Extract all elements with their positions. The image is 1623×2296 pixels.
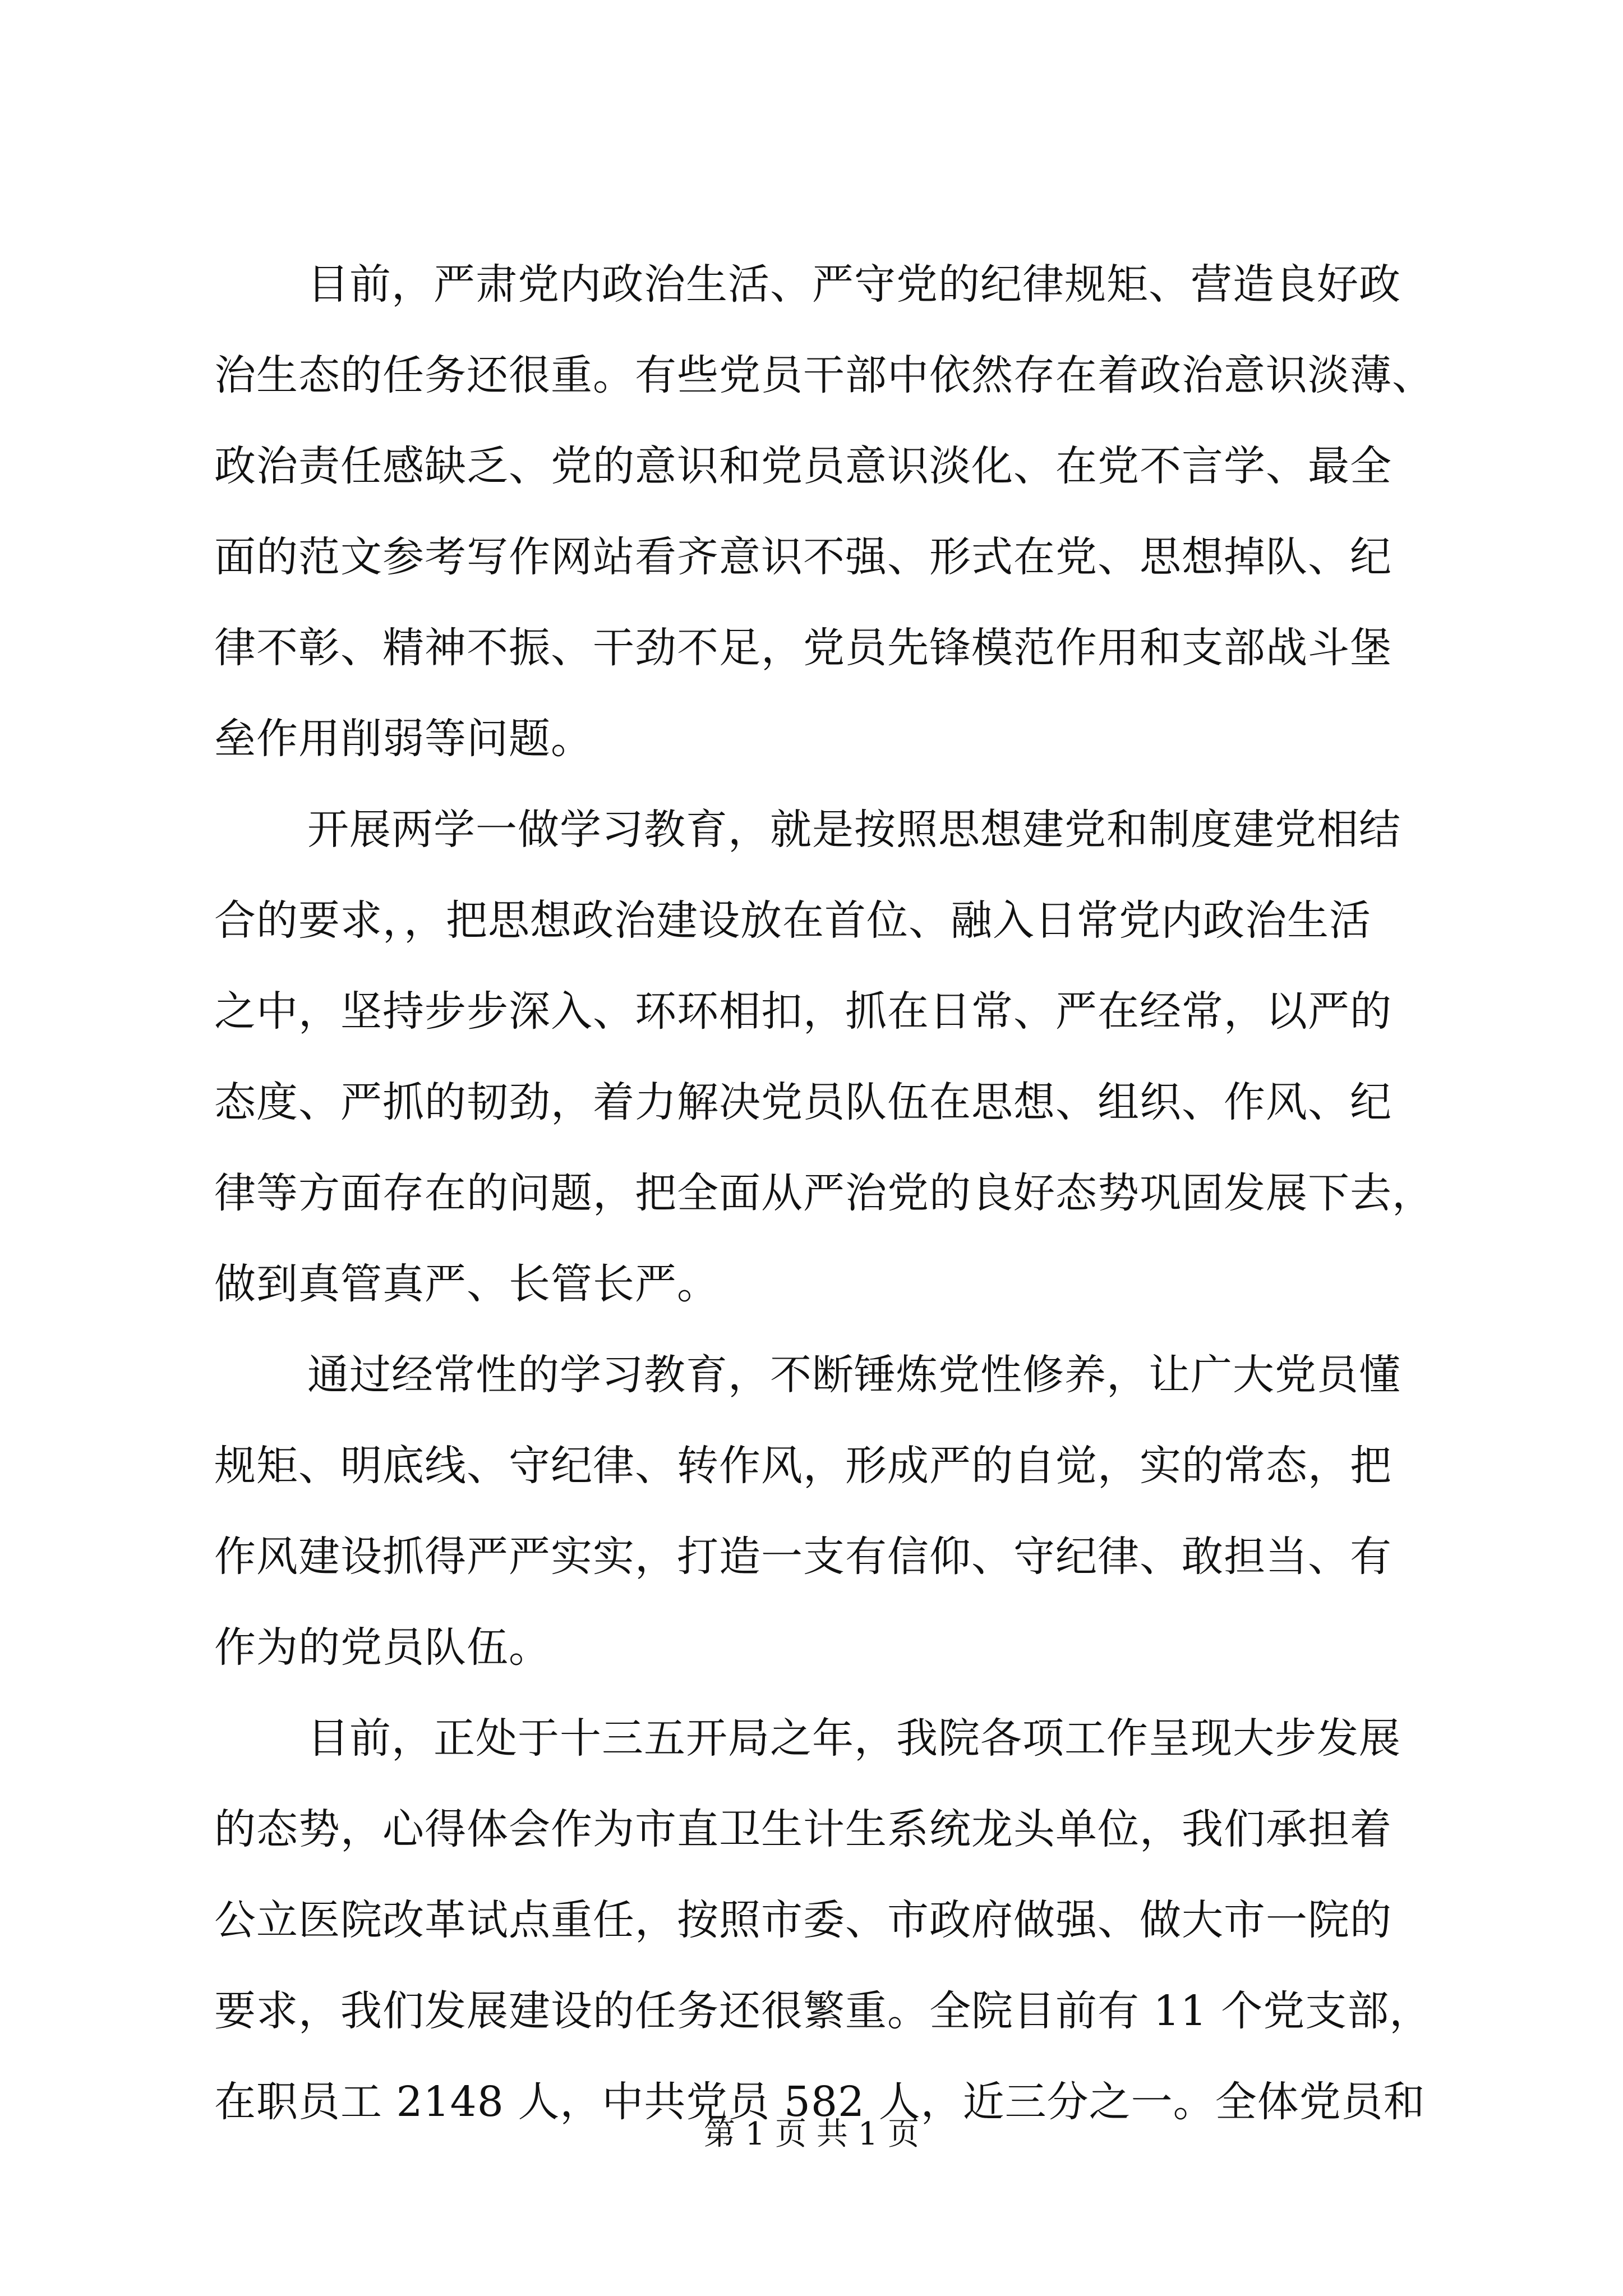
paragraph-1-line-1: 目前，严肃党内政治生活、严守党的纪律规矩、营造良好政 <box>307 260 1401 309</box>
paragraph-4-line-2: 的态势，心得体会作为市直卫生计生系统龙头单位，我们承担着 <box>214 1805 1392 1853</box>
paragraph-3-line-3: 作风建设抓得严严实实，打造一支有信仰、守纪律、敢担当、有 <box>214 1533 1392 1581</box>
paragraph-4-line-3: 公立医院改革试点重任，按照市委、市政府做强、做大市一院的 <box>214 1896 1392 1944</box>
paragraph-1-line-4: 面的范文参考写作网站看齐意识不强、形式在党、思想掉队、纪 <box>214 533 1392 581</box>
paragraph-1-line-2: 治生态的任务还很重。有些党员干部中依然存在着政治意识淡薄、 <box>214 351 1434 399</box>
paragraph-4-line-5: 在职员工 2148 人，中共党员 582 人，近三分之一。全体党员和 <box>214 2078 1426 2126</box>
paragraph-3-line-4: 作为的党员队伍。 <box>214 1623 551 1672</box>
paragraph-1-line-5: 律不彰、精神不振、干劲不足，党员先锋模范作用和支部战斗堡 <box>214 624 1392 672</box>
paragraph-1-line-3: 政治责任感缺乏、党的意识和党员意识淡化、在党不言学、最全 <box>214 442 1392 490</box>
paragraph-2-line-1: 开展两学一做学习教育，就是按照思想建党和制度建党相结 <box>307 806 1401 854</box>
paragraph-2-line-6: 做到真管真严、长管长严。 <box>214 1260 719 1308</box>
paragraph-1-line-6: 垒作用削弱等问题。 <box>214 715 593 763</box>
paragraph-3-line-1: 通过经常性的学习教育，不断锤炼党性修养，让广大党员懂 <box>307 1351 1401 1399</box>
paragraph-2-line-2: 合的要求，，把思想政治建设放在首位、融入日常党内政治生活 <box>214 896 1371 945</box>
paragraph-4-line-4: 要求，我们发展建设的任务还很繁重。全院目前有 11 个党支部， <box>214 1987 1432 2035</box>
paragraph-3-line-2: 规矩、明底线、守纪律、转作风，形成严的自觉，实的常态，把 <box>214 1442 1392 1490</box>
paragraph-4-line-1: 目前，正处于十三五开局之年，我院各项工作呈现大步发展 <box>307 1714 1401 1763</box>
paragraph-2-line-3: 之中，坚持步步深入、环环相扣，抓在日常、严在经常，以严的 <box>214 987 1392 1036</box>
page-footer: 第 1 页 共 1 页 <box>703 2116 920 2152</box>
paragraph-2-line-5: 律等方面存在的问题，把全面从严治党的良好态势巩固发展下去， <box>214 1169 1434 1217</box>
document-body <box>214 260 1487 2172</box>
paragraph-2-line-4: 态度、严抓的韧劲，着力解决党员队伍在思想、组织、作风、纪 <box>214 1078 1392 1126</box>
